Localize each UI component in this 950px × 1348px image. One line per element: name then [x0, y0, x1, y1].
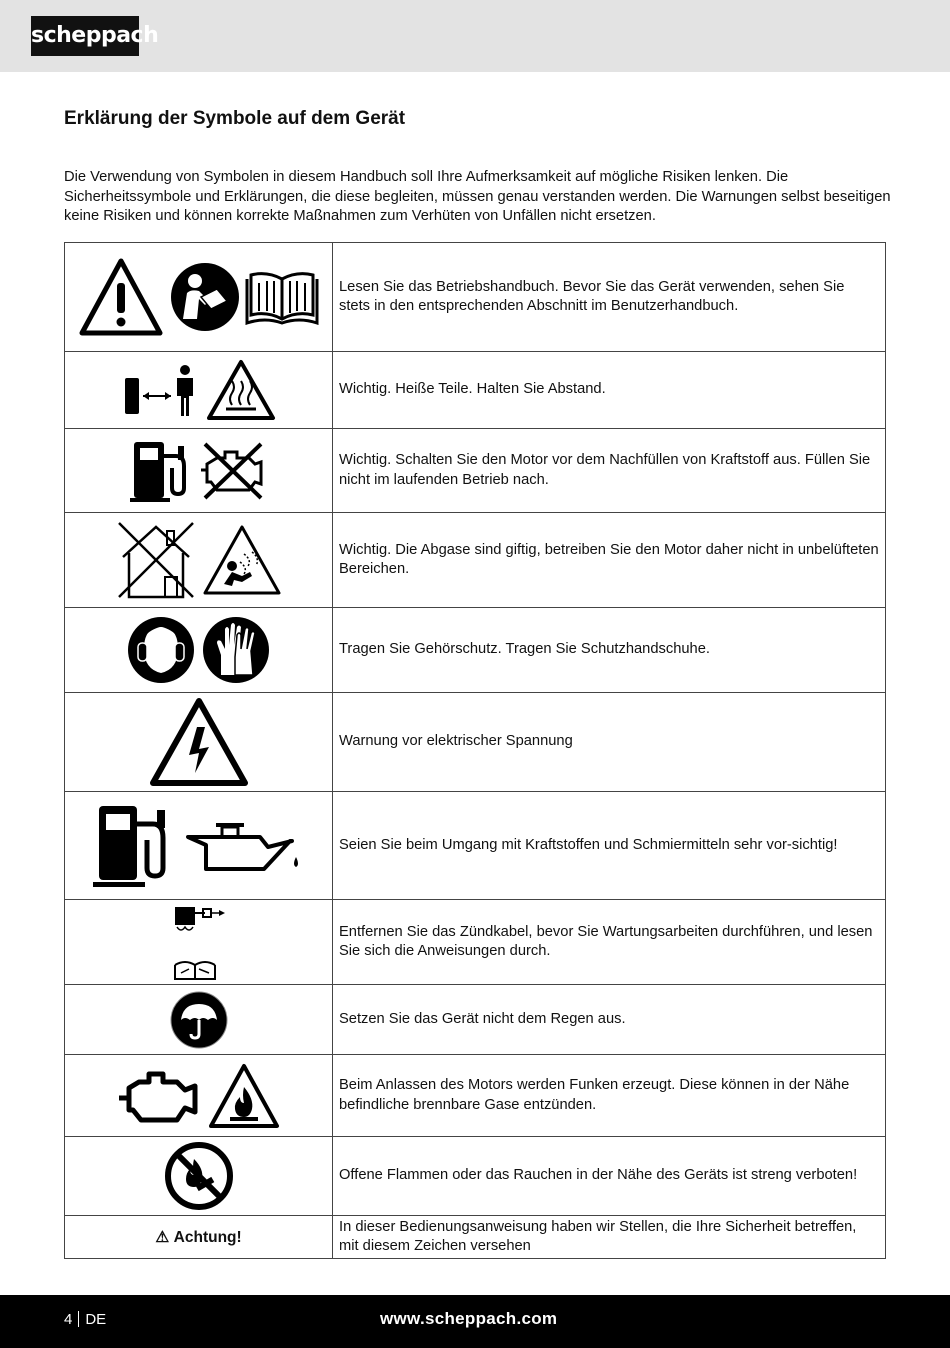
symbol-description: Entfernen Sie das Zündkabel, bevor Sie Wartungsarbeiten durchführen, und lesen Sie sich die Anweisungen durch. [333, 900, 886, 985]
hot-surface-warning-icon [206, 359, 276, 421]
page-indicator [64, 1311, 106, 1328]
table-row [65, 608, 886, 693]
keep-distance-icon [121, 362, 201, 418]
table-row [65, 429, 886, 513]
brand-logo: scheppach [31, 16, 139, 56]
spark-plug-cable-icon [171, 903, 227, 981]
achtung-description: In dieser Bedienungsanweisung haben wir Stellen, die Ihre Sicherheit betreffen, mit diesem Zeichen versehen [333, 1216, 886, 1259]
divider [78, 1311, 79, 1327]
table-row [65, 1216, 886, 1259]
table-row [65, 985, 886, 1055]
table-row [65, 792, 886, 900]
no-open-flame-icon [164, 1141, 234, 1211]
oil-can-icon [180, 811, 306, 881]
read-manual-mandatory-icon [169, 261, 241, 333]
ear-protection-icon [126, 615, 196, 685]
symbol-description: Setzen Sie das Gerät nicht dem Regen aus. [333, 985, 886, 1055]
engine-crossed-icon [197, 440, 269, 502]
symbol-cell [65, 900, 333, 985]
language-code: DE [85, 1311, 107, 1328]
achtung-cell [65, 1216, 333, 1259]
symbol-cell [65, 243, 333, 352]
toxic-fumes-warning-icon [202, 524, 282, 596]
symbol-cell [65, 792, 333, 900]
umbrella-icon [169, 990, 229, 1050]
symbol-description: Tragen Sie Gehörschutz. Tragen Sie Schutzhandschuhe. [333, 608, 886, 693]
symbol-description: Wichtig. Heiße Teile. Halten Sie Abstand. [333, 352, 886, 429]
symbol-cell [65, 1055, 333, 1137]
symbol-table [64, 242, 886, 1259]
engine-icon [117, 1066, 203, 1126]
warning-triangle-icon [78, 257, 164, 337]
intro-paragraph: Die Verwendung von Symbolen in diesem Handbuch soll Ihre Aufmerksamkeit auf mögliche Risiken lenken. Die Sicherheitssymbole und Erklärungen, die diese begleiten, müssen genau verstanden werden. Die Warnungen selbst beseitigen keine Risiken und können korrekte Maßnahmen zum Verhüten von Unfällen nicht ersetzen. [64, 169, 891, 224]
page-title: Erklärung der Symbole auf dem Gerät [64, 108, 406, 129]
symbol-cell [65, 608, 333, 693]
table-row [65, 900, 886, 985]
table-row [65, 1055, 886, 1137]
electric-voltage-warning-icon [149, 697, 249, 787]
page-number: 4 [64, 1311, 73, 1328]
table-row [65, 243, 886, 352]
table-row [65, 1137, 886, 1216]
symbol-cell [65, 693, 333, 792]
symbol-description: Wichtig. Schalten Sie den Motor vor dem Nachfüllen von Kraftstoff aus. Füllen Sie nicht im laufenden Betrieb nach. [333, 429, 886, 513]
symbol-description: Offene Flammen oder das Rauchen in der Nähe des Geräts ist streng verboten! [333, 1137, 886, 1216]
header-bar [0, 0, 950, 72]
symbol-description: Beim Anlassen des Motors werden Funken erzeugt. Diese können in der Nähe befindliche brennbare Gase entzünden. [333, 1055, 886, 1137]
symbol-cell [65, 429, 333, 513]
website-url: www.scheppach.com [380, 1309, 558, 1328]
table-row [65, 513, 886, 608]
footer-bar [0, 1295, 950, 1348]
table-row [65, 352, 886, 429]
warning-icon: ⚠ [155, 1228, 170, 1246]
gloves-icon [201, 615, 271, 685]
symbol-cell [65, 352, 333, 429]
fuel-pump-icon [91, 802, 175, 890]
symbol-cell [65, 513, 333, 608]
flammable-warning-icon [208, 1063, 280, 1129]
symbol-cell [65, 985, 333, 1055]
table-row [65, 693, 886, 792]
symbol-cell [65, 1137, 333, 1216]
symbol-description: Lesen Sie das Betriebshandbuch. Bevor Sie das Gerät verwenden, sehen Sie stets in den entsprechenden Abschnitt im Benutzerhandbuch. [333, 243, 886, 352]
house-crossed-icon [115, 519, 197, 601]
achtung-label: Achtung! [173, 1228, 242, 1246]
symbol-description: Seien Sie beim Umgang mit Kraftstoffen und Schmiermitteln sehr vor-sichtig! [333, 792, 886, 900]
symbol-description: Wichtig. Die Abgase sind giftig, betreiben Sie den Motor daher nicht in unbelüfteten Bereichen. [333, 513, 886, 608]
symbol-description: Warnung vor elektrischer Spannung [333, 693, 886, 792]
open-book-icon [245, 269, 319, 325]
fuel-pump-icon [128, 438, 192, 504]
